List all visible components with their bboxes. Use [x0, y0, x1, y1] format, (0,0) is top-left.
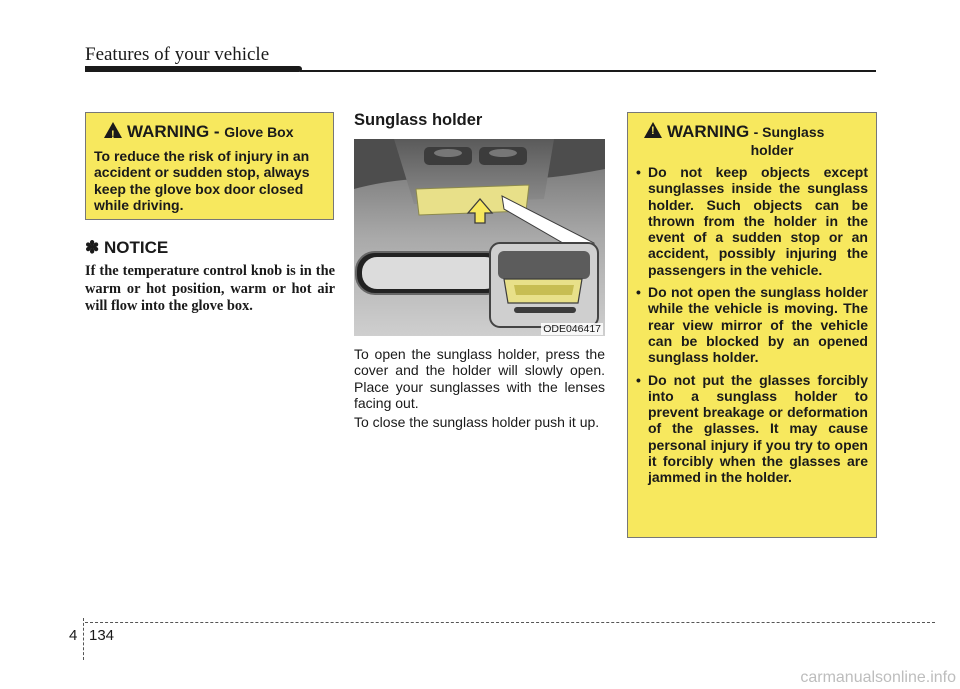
watermark: carmanualsonline.info	[800, 669, 956, 686]
body-paragraph-open: To open the sunglass holder, press the cover and the holder will slowly open. Place your sunglasses with the lenses facing out.	[354, 346, 605, 411]
body-paragraph-close: To close the sunglass holder push it up.	[354, 414, 600, 430]
header-rule-thick	[85, 66, 302, 72]
warning-list-item: • Do not open the sunglass holder while the vehicle is moving. The rear view mirror of the vehicle can be blocked by an opened sunglass holder.	[636, 284, 868, 365]
sunglass-holder-illustration	[354, 139, 605, 336]
warning-triangle-icon	[644, 122, 662, 138]
footer-dotted-rule	[85, 622, 935, 623]
warning-box-glove-box	[85, 112, 334, 220]
warning-heading	[94, 122, 325, 142]
warning-label: WARNING -	[127, 122, 220, 141]
footer-page-number: 134	[89, 627, 115, 644]
notice-title: ✽ NOTICE	[85, 238, 169, 257]
footer-dotted-divider	[83, 618, 84, 660]
warning-heading-line1	[636, 124, 824, 141]
sunglass-holder-figure	[354, 139, 605, 336]
header-rule-thin	[300, 70, 876, 72]
figure-code-label: ODE046417	[543, 323, 601, 335]
warning-subject-line2: holder	[750, 142, 794, 158]
warning-subject: Glove Box	[224, 124, 294, 140]
warning-list-item: • Do not keep objects except sunglasses inside the sunglass holder. Such objects can be thrown from the holder in the event of a sudden stop or an accident, possibly injuring the passengers in the vehicle.	[636, 164, 868, 278]
warning-subject-line1: - Sunglass	[753, 124, 825, 140]
section-title-sunglass-holder: Sunglass holder	[354, 111, 483, 129]
warning-triangle-icon	[104, 122, 122, 138]
warning-list	[636, 164, 868, 486]
warning-list-item: • Do not put the glasses forcibly into a sunglass holder to prevent breakage or deformation of the glasses. It may cause personal injury if you try to open it forcibly when the glasses are jammed in the holder.	[636, 372, 868, 486]
warning-text: To reduce the risk of injury in an accident or sudden stop, always keep the glove box door closed while driving.	[94, 148, 310, 213]
footer-chapter-number: 4	[69, 627, 78, 644]
notice-text: If the temperature control knob is in the warm or hot position, warm or hot air will flow into the glove box.	[85, 263, 335, 314]
warning-label: WARNING	[667, 122, 750, 141]
warning-box-sunglass-holder	[627, 112, 877, 538]
page-header-title: Features of your vehicle	[85, 44, 270, 65]
warning-heading	[636, 122, 868, 158]
